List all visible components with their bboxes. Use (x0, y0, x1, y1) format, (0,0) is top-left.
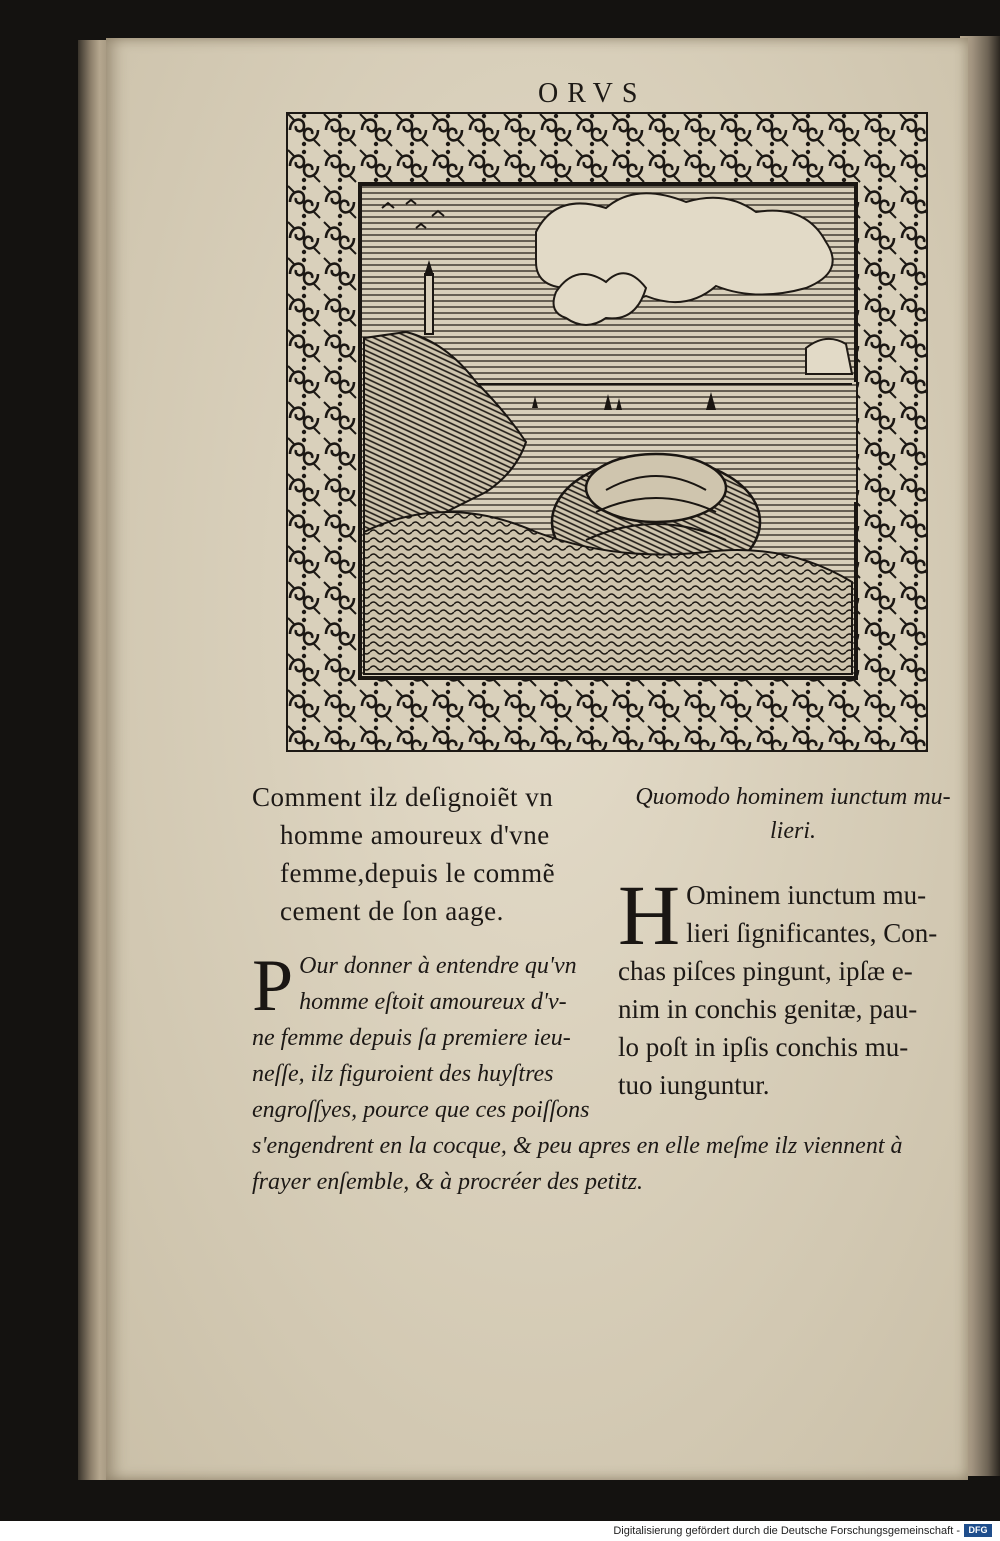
drop-cap: P (252, 945, 294, 1027)
dfg-logo: DFG (964, 1524, 992, 1537)
body-fr-line: neſſe, ilz figuroient des huyſtres (252, 1061, 554, 1087)
caption-fr-line: homme amoureux d'vne (280, 820, 550, 850)
body-la-line: nim in conchis genitæ, pau- (618, 994, 918, 1024)
woodcut-illustration (286, 112, 928, 752)
body-la-line: chas piſces pingunt, ipſæ e- (618, 956, 913, 986)
body-fr-line: homme eſtoit amoureux d'v- (299, 989, 567, 1015)
body-la-line: lieri ſignificantes, Con- (686, 918, 938, 948)
caption-fr-line: Comment ilz deſignoiẽt vn (252, 782, 554, 812)
body-fr-line: Our donner à entendre qu'vn (299, 953, 577, 979)
dfg-credit: Digitalisierung gefördert durch die Deutsche Forschungsgemeinschaft - (613, 1525, 960, 1537)
running-head: ORVS (538, 78, 647, 109)
caption-fr-line: femme,depuis le commẽ (280, 858, 556, 888)
caption-la-line: Quomodo hominem iunctum mu- (635, 784, 951, 810)
drop-cap: H (618, 867, 681, 963)
caption-fr-line: cement de ſon aage. (280, 896, 504, 926)
body-la-line: lo poſt in ipſis conchis mu- (618, 1032, 909, 1062)
caption-la-line: lieri. (770, 818, 816, 844)
body-fr-line: ne femme depuis ſa premiere ieu- (252, 1025, 571, 1051)
woodcut-svg (286, 112, 928, 752)
caption-latin (618, 780, 968, 848)
body-fr-line: s'engendrent en la cocque, & peu apres en elle meſme ilz viennent à (252, 1133, 903, 1159)
body-french (252, 945, 967, 1200)
body-fr-line: frayer enſemble, & à procréer des petitz. (252, 1169, 644, 1195)
caption-french (252, 778, 612, 930)
body-fr-line: engroſſyes, pource que ces poiſſons (252, 1097, 590, 1123)
body-la-line: tuo iunguntur. (618, 1070, 770, 1100)
body-la-line: Ominem iunctum mu- (686, 880, 927, 910)
